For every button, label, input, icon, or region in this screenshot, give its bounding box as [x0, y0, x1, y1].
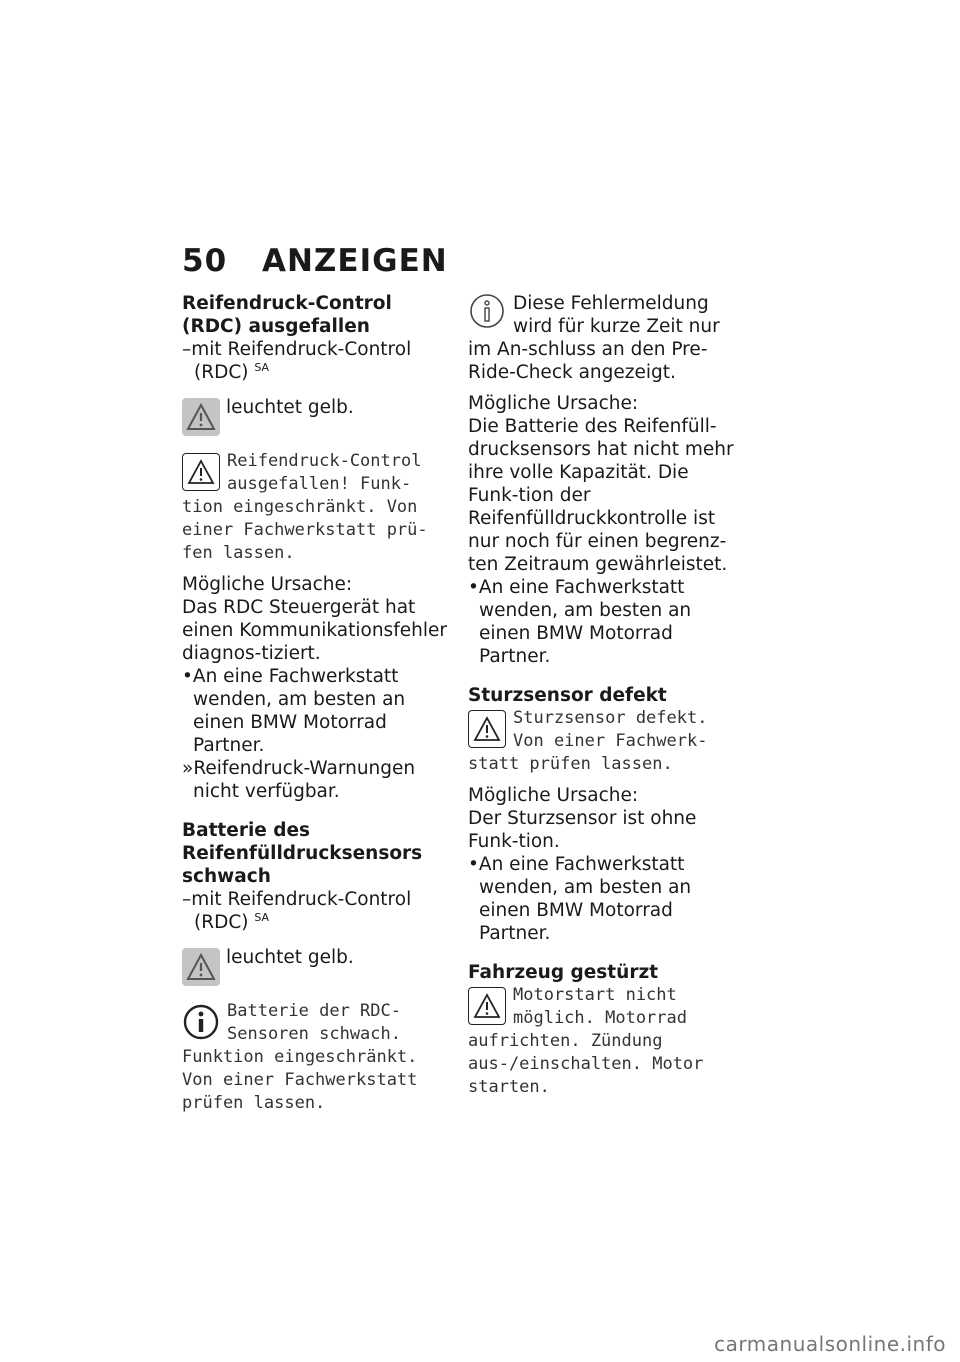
message-text: Batterie der RDC-Sensoren schwach. Funktion eingeschränkt. Von einer Fachwerkstatt prüfen lassen. — [182, 1001, 418, 1113]
equipment-note: –mit Reifendruck-Control (RDC) $^{SA}$ — [182, 339, 412, 383]
info-outline-icon — [468, 292, 506, 330]
warning-triangle-icon — [468, 710, 506, 748]
result-reference: »Reifendruck-Warnungen nicht verfügbar. — [182, 758, 416, 802]
cause-label: Mögliche Ursache: — [468, 393, 639, 414]
cause-text: Der Sturzsensor ist ohne Funk-tion. — [468, 808, 697, 852]
section-title-rdc-failed: Reifendruck-Control (RDC) ausgefallen — [182, 293, 392, 337]
left-column — [182, 292, 450, 1115]
display-message-battery-weak — [182, 1000, 450, 1115]
cause-text: Das RDC Steuergerät hat einen Kommunikationsfehler diagnos-tiziert. — [182, 597, 447, 664]
cause-label: Mögliche Ursache: — [182, 574, 353, 595]
equipment-note: –mit Reifendruck-Control (RDC) $^{SA}$ — [182, 889, 412, 933]
info-note-text: Diese Fehlermeldung wird für kurze Zeit nur im An-schluss an den Pre-Ride-Check angezeigt. — [468, 293, 720, 383]
message-text: Reifendruck-Control ausgefallen! Funk-tion eingeschränkt. Von einer Fachwerkstatt prü-fen lassen. — [182, 451, 428, 563]
cause-text: Die Batterie des Reifenfüll-drucksensors hat nicht mehr ihre volle Kapazität. Die Funk-tion der Reifenfülldruckkontrolle ist nur noch für einen begrenz-ten Zeitraum gewährleistet. — [468, 416, 734, 575]
warning-lamp-row — [182, 396, 450, 442]
display-message-vehicle-fallen — [468, 984, 736, 1099]
watermark: carmanualsonline.info — [714, 1332, 946, 1356]
chapter-title: ANZEIGEN — [262, 243, 448, 279]
display-message-fall-sensor — [468, 707, 736, 776]
info-note — [468, 292, 736, 384]
page-number: 50 — [182, 243, 228, 279]
action-bullet: •An eine Fachwerkstatt wenden, am besten an einen BMW Motorrad Partner. — [182, 666, 406, 756]
info-icon — [182, 1003, 220, 1041]
lamp-status-text: leuchtet gelb. — [226, 397, 354, 418]
message-text: Sturzsensor defekt. Von einer Fachwerk-statt prüfen lassen. — [468, 708, 708, 774]
warning-lamp-row — [182, 946, 450, 992]
cause-label: Mögliche Ursache: — [468, 785, 639, 806]
lamp-status-text: leuchtet gelb. — [226, 947, 354, 968]
warning-triangle-icon — [182, 453, 220, 491]
action-bullet: •An eine Fachwerkstatt wenden, am besten an einen BMW Motorrad Partner. — [468, 577, 692, 667]
warning-lamp-icon — [182, 948, 220, 986]
warning-triangle-icon — [468, 987, 506, 1025]
warning-lamp-icon — [182, 398, 220, 436]
section-title-battery-weak: Batterie des Reifenfülldrucksensors schwach — [182, 820, 423, 887]
display-message-rdc-failed — [182, 450, 450, 565]
action-bullet: •An eine Fachwerkstatt wenden, am besten an einen BMW Motorrad Partner. — [468, 854, 692, 944]
section-title-vehicle-fallen: Fahrzeug gestürzt — [468, 962, 659, 983]
message-text: Motorstart nicht möglich. Motorrad aufrichten. Zündung aus-/einschalten. Motor starten. — [468, 985, 704, 1097]
sa-badge: SA — [254, 360, 270, 374]
section-title-fall-sensor: Sturzsensor defekt — [468, 685, 667, 706]
right-column — [468, 292, 736, 1099]
sa-badge: SA — [254, 910, 270, 924]
